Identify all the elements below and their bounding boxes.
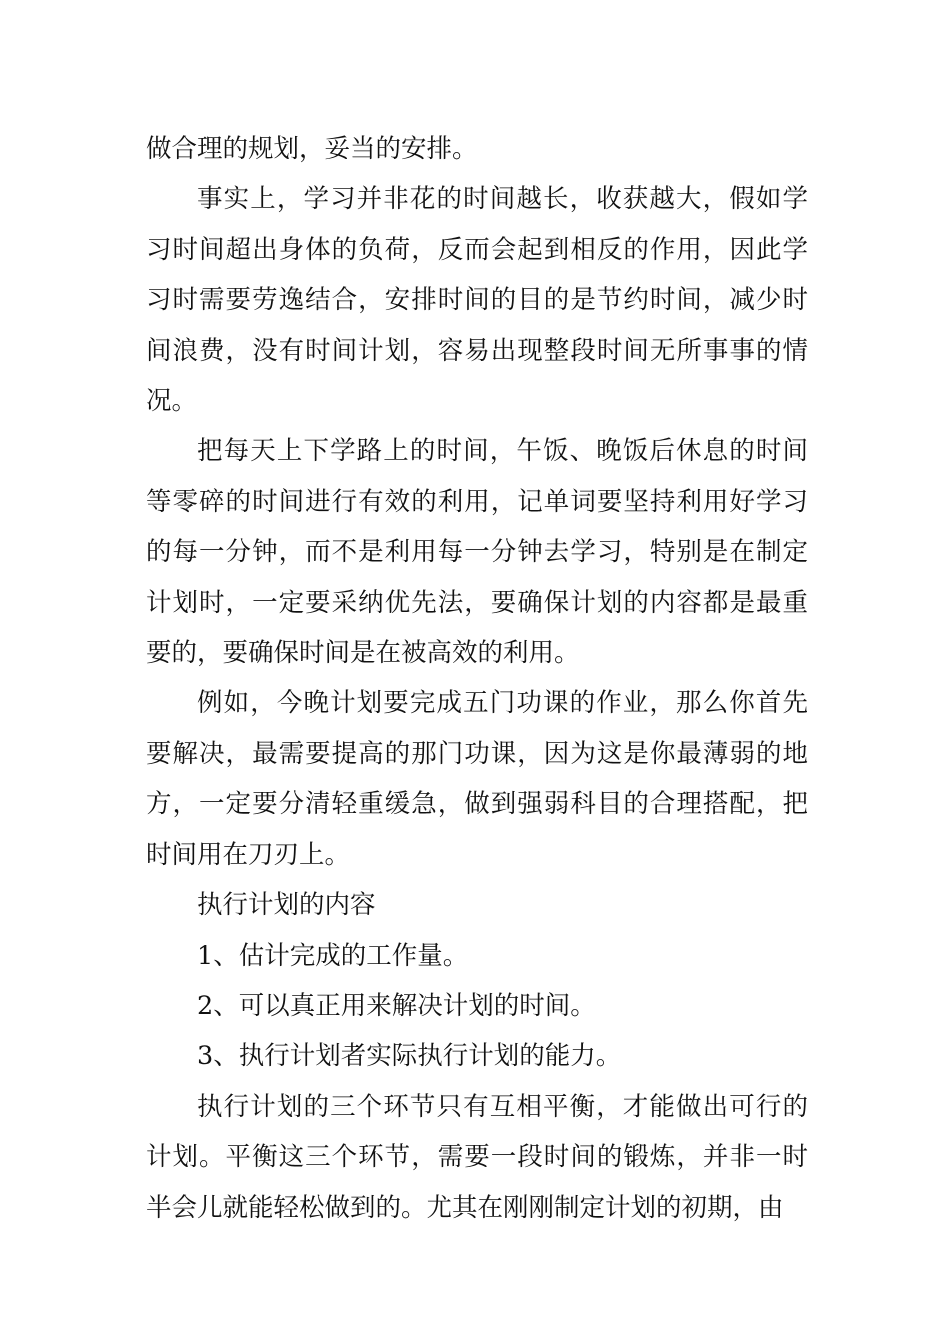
paragraph-study-load: 事实上，学习并非花的时间越长，收获越大，假如学习时间超出身体的负荷，反而会起到相反的作用，因此学习时需要劳逸结合，安排时间的目的是节约时间，减少时间浪费，没有时间计划，容易出现整段时间无所事事的情况。 bbox=[146, 184, 808, 417]
list-item-1: 1、估计完成的工作量。 bbox=[197, 940, 469, 971]
paragraph-continuation: 做合理的规划，妥当的安排。 bbox=[146, 134, 478, 164]
document-body bbox=[146, 124, 808, 1233]
section-heading: 执行计划的内容 bbox=[197, 890, 376, 921]
paragraph-fragment-time: 把每天上下学路上的时间，午饭、晚饭后休息的时间等零碎的时间进行有效的利用，记单词要坚持利用好学习的每一分钟，而不是利用每一分钟去学习，特别是在制定计划时，一定要采纳优先法，要确保计划的内容都是最重要的，要确保时间是在被高效的利用。 bbox=[146, 436, 808, 669]
list-item-3: 3、执行计划者实际执行计划的能力。 bbox=[197, 1041, 622, 1072]
paragraph-balance: 执行计划的三个环节只有互相平衡，才能做出可行的计划。平衡这三个环节，需要一段时间的锻炼，并非一时半会儿就能轻松做到的。尤其在刚刚制定计划的初期，由 bbox=[146, 1091, 808, 1223]
list-item-2: 2、可以真正用来解决计划的时间。 bbox=[197, 990, 596, 1021]
paragraph-example: 例如，今晚计划要完成五门功课的作业，那么你首先要解决，最需要提高的那门功课，因为这是你最薄弱的地方，一定要分清轻重缓急，做到强弱科目的合理搭配，把时间用在刀刃上。 bbox=[146, 688, 808, 870]
